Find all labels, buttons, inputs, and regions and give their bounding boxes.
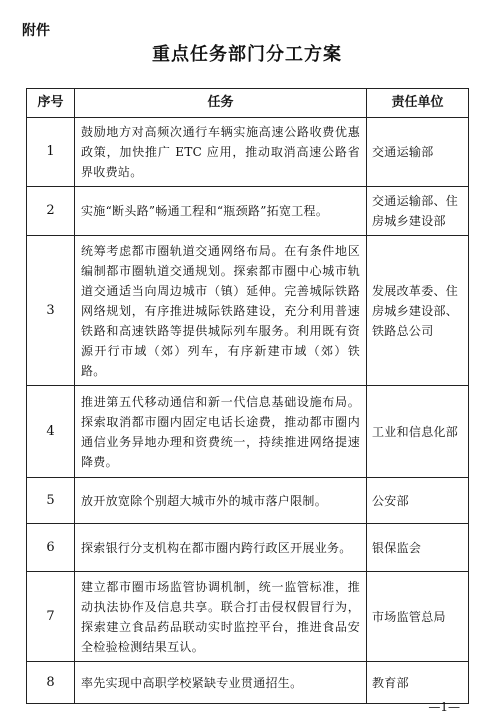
table-row (27, 118, 469, 187)
row-unit: 教育部 (367, 662, 469, 704)
row-unit: 银保监会 (367, 524, 469, 572)
task-table (26, 88, 469, 704)
column-header-unit: 责任单位 (367, 89, 469, 118)
table-row (27, 236, 469, 386)
row-task: 鼓励地方对高频次通行车辆实施高速公路收费优惠政策，加快推广 ETC 应用，推动取消高速公路省界收费站。 (75, 118, 367, 187)
row-task: 推进第五代移动通信和新一代信息基础设施布局。探索取消都市圈内固定电话长途费，推动都市圈内通信业务异地办理和资费统一，持续推进网络提速降费。 (75, 386, 367, 478)
row-task: 建立都市圈市场监管协调机制，统一监管标准，推动执法协作及信息共享。联合打击侵权假冒行为，探索建立食品药品联动实时监控平台，推进食品安全检验检测结果互认。 (75, 572, 367, 662)
row-number: 5 (27, 478, 75, 524)
table-row (27, 386, 469, 478)
table-row (27, 478, 469, 524)
row-unit: 工业和信息化部 (367, 386, 469, 478)
row-number: 4 (27, 386, 75, 478)
table-row (27, 524, 469, 572)
table-row (27, 187, 469, 236)
row-number: 7 (27, 572, 75, 662)
row-unit: 交通运输部 (367, 118, 469, 187)
row-number: 3 (27, 236, 75, 386)
row-task: 探索银行分支机构在都市圈内跨行政区开展业务。 (75, 524, 367, 572)
row-task: 率先实现中高职学校紧缺专业贯通招生。 (75, 662, 367, 704)
table-header-row (27, 89, 469, 118)
row-unit: 市场监管总局 (367, 572, 469, 662)
row-task: 放开放宽除个别超大城市外的城市落户限制。 (75, 478, 367, 524)
row-number: 2 (27, 187, 75, 236)
table-row (27, 572, 469, 662)
document-title: 重点任务部门分工方案 (152, 44, 342, 65)
row-unit: 交通运输部、住房城乡建设部 (367, 187, 469, 236)
page-number: —1— (428, 700, 460, 714)
attachment-label: 附件 (22, 23, 50, 39)
row-number: 8 (27, 662, 75, 704)
row-number: 1 (27, 118, 75, 187)
row-number: 6 (27, 524, 75, 572)
row-unit: 公安部 (367, 478, 469, 524)
row-task: 统筹考虑都市圈轨道交通网络布局。在有条件地区编制都市圈轨道交通规划。探索都市圈中心城市轨道交通适当向周边城市（镇）延伸。完善城际铁路网络规划，有序推进城际铁路建设，充分利用普速铁路和高速铁路等提供城际列车服务。利用既有资源开行市域（郊）列车，有序新建市域（郊）铁路。 (75, 236, 367, 386)
table-row (27, 662, 469, 704)
row-unit: 发展改革委、住房城乡建设部、铁路总公司 (367, 236, 469, 386)
row-task: 实施“断头路”畅通工程和“瓶颈路”拓宽工程。 (75, 187, 367, 236)
column-header-number: 序号 (27, 89, 75, 118)
column-header-task: 任务 (75, 89, 367, 118)
